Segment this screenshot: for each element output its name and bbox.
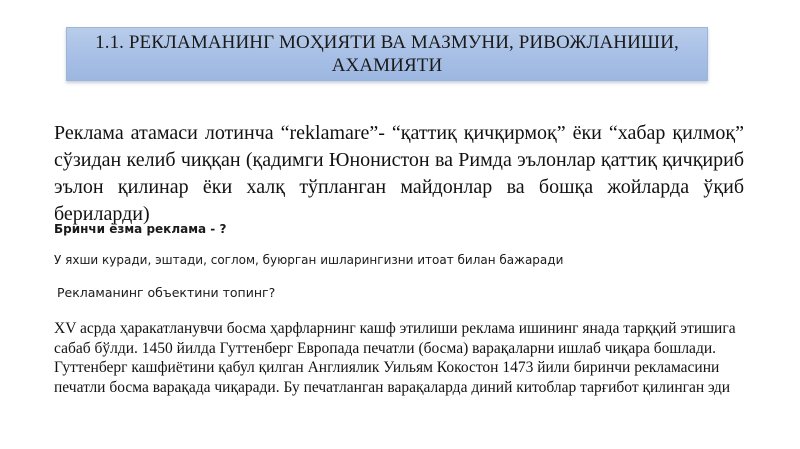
intro-paragraph: Реклама атамаси лотинча “reklamare”- “қаттиқ қичқирмоқ” ёки “хабар қилмоқ” сўзидан келиб чиққан (қадимги Юнонистон ва Римда эълонлар қаттиқ қичқириб эълон қилинар ёки халқ тўпланган майдонлар ва бошқа жойларда ўқиб бериларди) <box>54 122 744 225</box>
slide-title: 1.1. РЕКЛАМАНИНГ МОҲИЯТИ ВА МАЗМУНИ, РИВОЖЛАНИШИ, АХАМИЯТИ <box>95 32 679 76</box>
title-banner <box>66 27 708 81</box>
answer-text: У яхши куради, эштади, соглом, буюрган ишларингизни итоат билан бажаради <box>54 253 564 267</box>
question-text: Бринчи ёзма реклама - ? <box>54 222 227 236</box>
task-text: Рекламанинг объектини топинг? <box>57 285 276 300</box>
history-paragraph: XV асрда ҳаракатланувчи босма ҳарфларнинг кашф этилиши реклама ишининг янада тарққий этишига сабаб бўлди. 1450 йилда Гуттенберг Европада печатли (босма) варақаларни ишлаб чиқара бошлади. Гуттенберг кашфиётини қабул қилган Англиялик Уильям Кокостон 1473 йили биринчи рекламасини печатли босма варақада чиқаради. Бу печатланган варақаларда диний китоблар тарғибот қилинган эди <box>54 320 736 396</box>
